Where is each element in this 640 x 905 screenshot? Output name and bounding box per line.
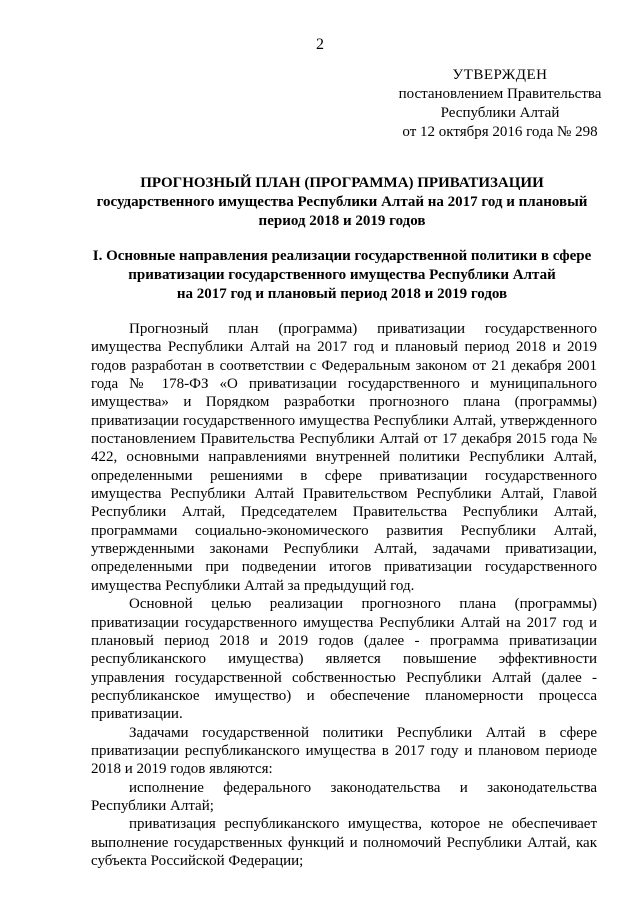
approval-line-3: от 12 октября 2016 года № 298 (402, 124, 598, 140)
approval-line-1: постановлением Правительства (398, 86, 602, 102)
approval-block (360, 66, 640, 142)
section-heading-line-1: I. Основные направления реализации государственной политики в сфере (92, 248, 592, 264)
body-text (91, 320, 597, 870)
paragraph: приватизация республиканского имущества, которое не обеспечивает выполнение государственных функций и полномочий Республики Алтай, как субъекта Российской Федерации; (91, 816, 597, 869)
paragraph: Прогнозный план (программа) приватизации государственного имущества Республики Алтай на 2017 год и плановый период 2018 и 2019 годов разработан в соответствии с Федеральным законом от 21 декабря 2001 года № 178-ФЗ «О приватизации государственного и муниципального имущества» и Порядком разработки прогнозного плана (программы) приватизации государственного имущества Республики Алтай, утвержденного постановлением Правительства Республики Алтай от 17 декабря 2015 года № 422, основными направлениями внутренней политики Республики Алтай, определенными решениями в сфере приватизации государственного имущества Республики Алтай Правительством Республики Алтай, Главой Республики Алтай, Председателем Правительства Республики Алтай, программами социально-экономического развития Республики Алтай, утвержденными законами Республики Алтай, задачами приватизации, определенными при подведении итогов приватизации государственного имущества Республики Алтай за предыдущий год. (91, 321, 597, 594)
title-line-2: государственного имущества Республики Алтай на 2017 год и плановый (96, 194, 588, 210)
paragraph: Основной целью реализации прогнозного плана (программы) приватизации государственного имущества Республики Алтай на 2017 год и плановый период 2018 и 2019 годов (далее - программа приватизации республиканского имущества) является повышение эффективности управления государственной собственностью Республики Алтай (далее - республиканское имущество) и обеспечение планомерности процесса приватизации. (91, 596, 597, 723)
page-number: 2 (316, 36, 324, 53)
title-line-3: период 2018 и 2019 годов (258, 213, 426, 229)
paragraph: Задачами государственной политики Республики Алтай в сфере приватизации республиканского имущества в 2017 году и плановом периоде 2018 и 2019 годов являются: (91, 724, 597, 778)
approval-heading: УТВЕРЖДЕН (452, 67, 548, 83)
section-heading-line-3: на 2017 год и плановый период 2018 и 2019 годов (176, 286, 508, 302)
section-heading-line-2: приватизации государственного имущества Республики Алтай (128, 267, 556, 283)
section-heading (84, 247, 600, 304)
paragraph: исполнение федерального законодательства и законодательства Республики Алтай; (91, 779, 597, 814)
approval-line-2: Республики Алтай (440, 105, 560, 121)
title-line-1: ПРОГНОЗНЫЙ ПЛАН (ПРОГРАММА) ПРИВАТИЗАЦИИ (140, 175, 544, 191)
document-title (84, 174, 600, 231)
